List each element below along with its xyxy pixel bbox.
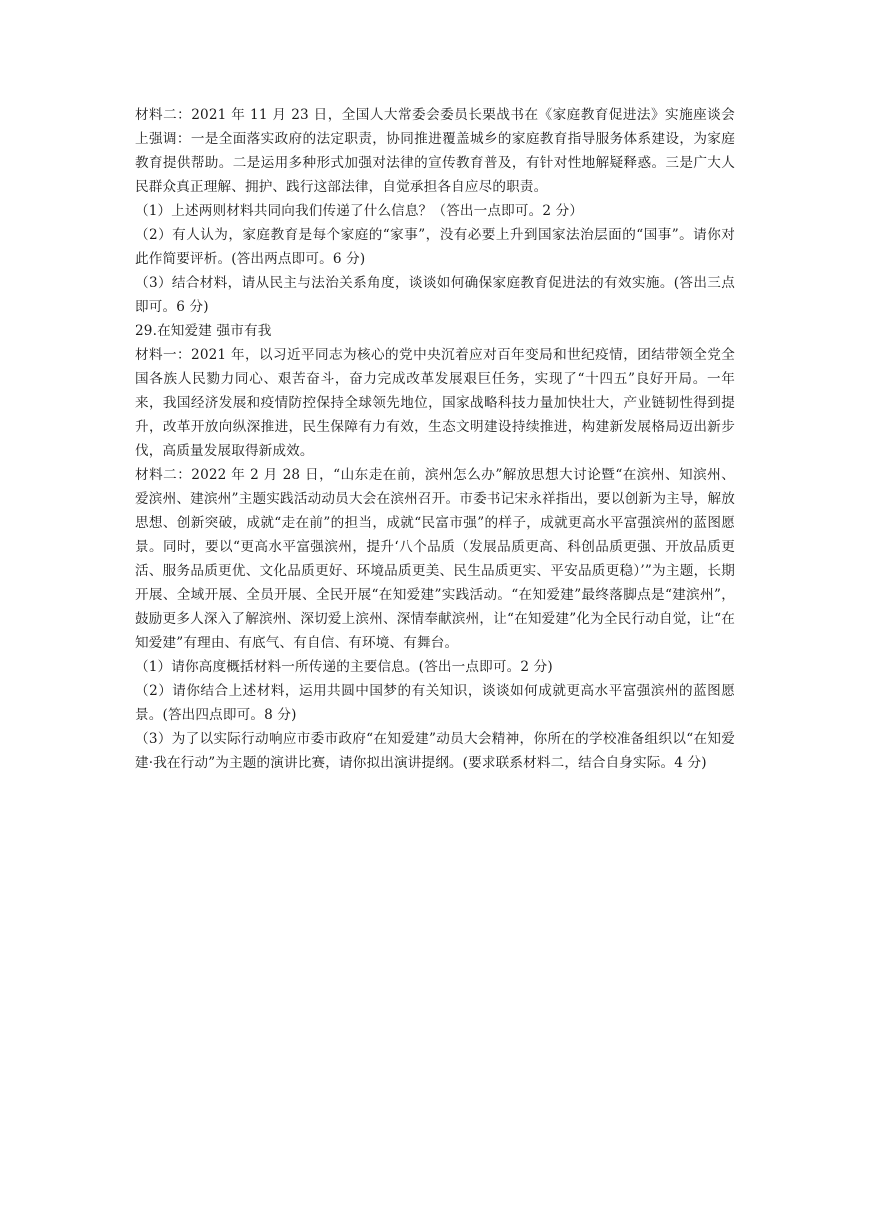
material-two-paragraph: 材料二：2021 年 11 月 23 日，全国人大常委会委员长栗战书在《家庭教育促进法》实施座谈会上强调：一是全面落实政府的法定职责，协同推进覆盖城乡的家庭教育指导服务体系建设，为家庭教育提供帮助。二是运用多种形式加强对法律的宣传教育普及，有针对性地解疑释惑。三是广大人民群众真正理解、拥护、践行这部法律，自觉承担各自应尽的职责。 <box>135 107 735 195</box>
question-2: （2）有人认为，家庭教育是每个家庭的“家事”，没有必要上升到国家法治层面的“国事”。请你对此作简要评析。(答出两点即可。6 分) <box>135 227 735 267</box>
material-two-binzhou-paragraph: 材料二：2022 年 2 月 28 日，“山东走在前，滨州怎么办”解放思想大讨论暨“在滨州、知滨州、爱滨州、建滨州”主题实践活动动员大会在滨州召开。市委书记宋永祥指出，要以创新为主导，解放思想、创新突破，成就“走在前”的担当，成就“民富市强”的样子，成就更高水平富强滨州的蓝图愿景。同时，要以“更高水平富强滨州，提升‘八个品质（发展品质更高、科创品质更强、开放品质更活、服务品质更优、文化品质更好、环境品质更美、民生品质更实、平安品质更稳）’”为主题，长期开展、全域开展、全员开展、全民开展“在知爱建”实践活动。“在知爱建”最终落脚点是“建滨州”，鼓励更多人深入了解滨州、深切爱上滨州、深情奉献滨州，让“在知爱建”化为全民行动自觉，让“在知爱建”有理由、有底气、有自信、有环境、有舞台。 <box>135 467 735 651</box>
section-heading-29: 29.在知爱建 强市有我 <box>135 323 272 339</box>
question-29-1: （1）请你高度概括材料一所传递的主要信息。(答出一点即可。2 分) <box>135 659 553 675</box>
question-1: （1）上述两则材料共同向我们传递了什么信息？（答出一点即可。2 分） <box>135 203 584 219</box>
question-29-2: （2）请你结合上述材料，运用共圆中国梦的有关知识，谈谈如何成就更高水平富强滨州的蓝图愿景。(答出四点即可。8 分) <box>135 683 735 723</box>
material-one-paragraph: 材料一：2021 年，以习近平同志为核心的党中央沉着应对百年变局和世纪疫情，团结带领全党全国各族人民勠力同心、艰苦奋斗，奋力完成改革发展艰巨任务，实现了“十四五”良好开局。一年来，我国经济发展和疫情防控保持全球领先地位，国家战略科技力量加快壮大，产业链韧性得到提升，改革开放向纵深推进，民生保障有力有效，生态文明建设持续推进，构建新发展格局迈出新步伐，高质量发展取得新成效。 <box>135 347 735 459</box>
document-page <box>135 103 735 775</box>
question-29-3: （3）为了以实际行动响应市委市政府“在知爱建”动员大会精神，你所在的学校准备组织以“在知爱建·我在行动”为主题的演讲比赛，请你拟出演讲提纲。(要求联系材料二，结合自身实际。4 分) <box>135 731 735 771</box>
question-3: （3）结合材料，请从民主与法治关系角度，谈谈如何确保家庭教育促进法的有效实施。(答出三点即可。6 分) <box>135 275 735 315</box>
